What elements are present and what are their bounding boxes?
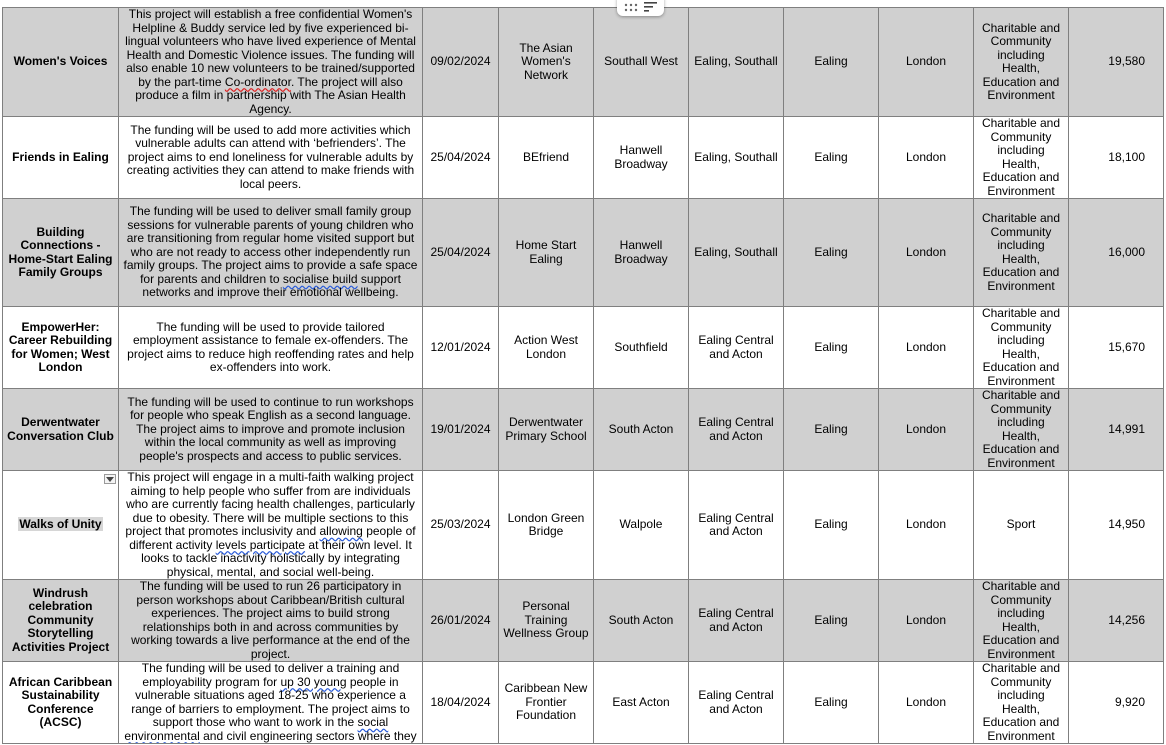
description-text: The funding will be used to continue to run workshops for people who speak English as a second language. The project aims to improve and promote inclusion within the local community as well as improving people's prospects and access to public services.	[127, 394, 414, 463]
region-cell[interactable]: London	[879, 8, 974, 117]
project-name: Women's Voices	[13, 54, 108, 69]
description-text: and civil engineering sectors where they	[199, 728, 417, 743]
ward-cell[interactable]: East Acton	[594, 662, 689, 744]
description-cell[interactable]	[119, 471, 423, 580]
project-name: Walks of Unity	[19, 517, 102, 532]
table-row[interactable]	[3, 389, 1164, 471]
flagged-text: socialise build	[282, 271, 358, 286]
project-name: Derwentwater Conversation Club	[7, 415, 114, 443]
description-cell[interactable]	[119, 389, 423, 471]
theme-cell[interactable]: Charitable and Community including Health, Education and Environment	[974, 580, 1069, 662]
description-text: The funding will be used to deliver a training and employability program for	[141, 661, 400, 689]
flagged-text: environmental	[124, 728, 200, 743]
theme-cell[interactable]: Charitable and Community including Health, Education and Environment	[974, 8, 1069, 117]
ward-cell[interactable]: South Acton	[594, 389, 689, 471]
description-text: people in vulnerable situations aged 18-25 who experience a range of barriers to employment. The project aims to support those who want to work in the	[131, 674, 410, 729]
region-cell[interactable]: London	[879, 471, 974, 580]
grants-table	[2, 7, 1164, 744]
theme-cell[interactable]: Sport	[974, 471, 1069, 580]
table-row[interactable]	[3, 662, 1164, 744]
flagged-text: Co-ordinator	[224, 74, 291, 89]
theme-cell[interactable]: Charitable and Community including Health, Education and Environment	[974, 199, 1069, 307]
date-cell[interactable]: 25/04/2024	[423, 199, 499, 307]
constituency-cell[interactable]: Ealing Central and Acton	[689, 471, 784, 580]
project-name-cell[interactable]	[3, 471, 119, 580]
constituency-cell[interactable]: Ealing Central and Acton	[689, 662, 784, 744]
amount-cell[interactable]: 19,580	[1069, 8, 1164, 117]
project-name-cell[interactable]	[3, 199, 119, 307]
region-cell[interactable]: London	[879, 389, 974, 471]
date-cell[interactable]: 25/03/2024	[423, 471, 499, 580]
ward-cell[interactable]: Hanwell Broadway	[594, 117, 689, 199]
organisation-cell[interactable]: London Green Bridge	[499, 471, 594, 580]
date-cell[interactable]: 09/02/2024	[423, 8, 499, 117]
project-name: Building Connections - Home-Start Ealing Family Groups	[8, 224, 113, 279]
borough-cell[interactable]: Ealing	[784, 8, 879, 117]
organisation-cell[interactable]: Action West London	[499, 307, 594, 389]
constituency-cell[interactable]: Ealing Central and Acton	[689, 580, 784, 662]
project-name-cell[interactable]	[3, 580, 119, 662]
constituency-cell[interactable]: Ealing Central and Acton	[689, 307, 784, 389]
organisation-cell[interactable]: The Asian Women's Network	[499, 8, 594, 117]
borough-cell[interactable]: Ealing	[784, 307, 879, 389]
borough-cell[interactable]: Ealing	[784, 471, 879, 580]
description-text: support networks and improve their emotional wellbeing.	[142, 271, 401, 300]
theme-cell[interactable]: Charitable and Community including Health, Education and Environment	[974, 662, 1069, 744]
borough-cell[interactable]: Ealing	[784, 580, 879, 662]
description-cell[interactable]	[119, 8, 423, 117]
project-name-cell[interactable]	[3, 307, 119, 389]
description-text: The funding will be used to deliver small family group sessions for vulnerable parents of young children who are transitioning from regular home visited support but who are not ready to access other independently run family groups. The project aims to provide a safe space for parents and children to	[123, 204, 418, 286]
amount-cell[interactable]: 14,950	[1069, 471, 1164, 580]
amount-cell[interactable]: 14,991	[1069, 389, 1164, 471]
amount-cell[interactable]: 15,670	[1069, 307, 1164, 389]
region-cell[interactable]: London	[879, 662, 974, 744]
constituency-cell[interactable]: Ealing Central and Acton	[689, 389, 784, 471]
date-cell[interactable]: 25/04/2024	[423, 117, 499, 199]
region-cell[interactable]: London	[879, 307, 974, 389]
project-name-cell[interactable]	[3, 117, 119, 199]
project-name: Friends in Ealing	[12, 149, 109, 164]
flagged-text: levels participate	[215, 537, 306, 552]
ward-cell[interactable]: Hanwell Broadway	[594, 199, 689, 307]
flagged-text: up 30 young	[280, 674, 347, 689]
theme-cell[interactable]: Charitable and Community including Health, Education and Environment	[974, 307, 1069, 389]
amount-cell[interactable]: 9,920	[1069, 662, 1164, 744]
borough-cell[interactable]: Ealing	[784, 199, 879, 307]
table-row[interactable]	[3, 471, 1164, 580]
sort-icon[interactable]	[644, 2, 657, 12]
description-text: This project will engage in a multi-faith walking project aiming to help people who suffer from are individuals who are currently facing health challenges, particularly due to obesity. There will be multiple sections to this project that promotes inclusivity and	[125, 470, 415, 538]
date-cell[interactable]: 12/01/2024	[423, 307, 499, 389]
amount-cell[interactable]: 18,100	[1069, 117, 1164, 199]
description-cell[interactable]	[119, 117, 423, 199]
ward-cell[interactable]: South Acton	[594, 580, 689, 662]
table-row[interactable]	[3, 199, 1164, 307]
description-cell[interactable]	[119, 307, 423, 389]
description-text: . The project will also produce a film in partnership with The Asian Health Agency.	[135, 74, 406, 116]
constituency-cell[interactable]: Ealing, Southall	[689, 199, 784, 307]
region-cell[interactable]: London	[879, 199, 974, 307]
description-cell[interactable]	[119, 580, 423, 662]
region-cell[interactable]: London	[879, 580, 974, 662]
description-text: The funding will be used to add more activities which vulnerable adults can attend with ‘befrienders’. The project aims to end loneliness for vulnerable adults by creating activities they can attend to make friends with local peers.	[126, 122, 415, 191]
constituency-cell[interactable]: Ealing, Southall	[689, 8, 784, 117]
date-cell[interactable]: 26/01/2024	[423, 580, 499, 662]
table-row[interactable]	[3, 580, 1164, 662]
description-text: The funding will be used to run 26 participatory in person workshops about Caribbean/British cultural experiences. The project aims to build strong relationships both in and across communities by working towards a live performance at the end of the project.	[131, 579, 410, 661]
amount-cell[interactable]: 14,256	[1069, 580, 1164, 662]
borough-cell[interactable]: Ealing	[784, 117, 879, 199]
date-cell[interactable]: 19/01/2024	[423, 389, 499, 471]
description-cell[interactable]	[119, 662, 423, 744]
table-row[interactable]	[3, 8, 1164, 117]
description-text: at their own level. It looks to tackle inactivity holistically by integrating physical, mental, and social well-being.	[141, 537, 412, 579]
project-name: African Caribbean Sustainability Conference (ACSC)	[8, 674, 113, 729]
chevron-down-icon[interactable]	[104, 474, 116, 484]
organisation-cell[interactable]: BEfriend	[499, 117, 594, 199]
description-text: This project will establish a free confidential Women's Helpline & Buddy service led by five experienced bi-lingual volunteers who have lived experience of Mental Health and Domestic Violence issues. The funding will also enable 10 new volunteers to be trained/supported by the part-time	[125, 7, 416, 89]
project-name-cell[interactable]	[3, 389, 119, 471]
project-name: Windrush celebration Community Storytelling Activities Project	[11, 585, 110, 654]
theme-cell[interactable]: Charitable and Community including Health, Education and Environment	[974, 389, 1069, 471]
date-cell[interactable]: 18/04/2024	[423, 662, 499, 744]
ward-cell[interactable]: Southall West	[594, 8, 689, 117]
description-text: people of different activity	[129, 524, 416, 552]
description-cell[interactable]	[119, 199, 423, 307]
floating-toolbar[interactable]	[617, 0, 664, 16]
ward-cell[interactable]: Walpole	[594, 471, 689, 580]
region-cell[interactable]: London	[879, 117, 974, 199]
project-name: EmpowerHer: Career Rebuilding for Women; West London	[8, 319, 113, 374]
project-name-cell[interactable]	[3, 8, 119, 117]
table-row[interactable]	[3, 307, 1164, 389]
borough-cell[interactable]: Ealing	[784, 662, 879, 744]
organisation-cell[interactable]: Personal Training Wellness Group	[499, 580, 594, 662]
flagged-text: social	[357, 715, 389, 729]
flagged-text: allowing	[319, 524, 363, 538]
project-name-cell[interactable]	[3, 662, 119, 744]
ward-cell[interactable]: Southfield	[594, 307, 689, 389]
organisation-cell[interactable]: Derwentwater Primary School	[499, 389, 594, 471]
drag-handle-icon[interactable]	[624, 3, 638, 12]
table-row[interactable]	[3, 117, 1164, 199]
theme-cell[interactable]: Charitable and Community including Health, Education and Environment	[974, 117, 1069, 199]
organisation-cell[interactable]: Caribbean New Frontier Foundation	[499, 662, 594, 744]
description-text: The funding will be used to provide tailored employment assistance to female ex-offenders. The project aims to reduce high reoffending rates and help ex-offenders into work.	[127, 319, 414, 374]
borough-cell[interactable]: Ealing	[784, 389, 879, 471]
organisation-cell[interactable]: Home Start Ealing	[499, 199, 594, 307]
constituency-cell[interactable]: Ealing, Southall	[689, 117, 784, 199]
amount-cell[interactable]: 16,000	[1069, 199, 1164, 307]
